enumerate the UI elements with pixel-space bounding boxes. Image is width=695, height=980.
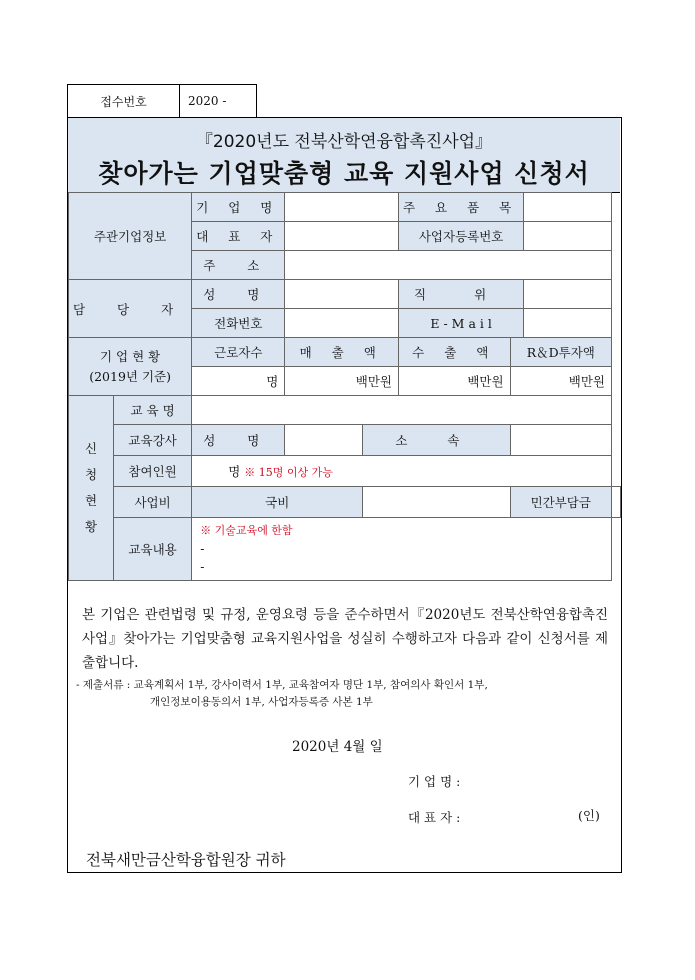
participants-unit: 명	[228, 464, 241, 479]
status-header-exports: 수 출 액	[399, 338, 511, 367]
receipt-number-field[interactable]: 2020 -	[180, 85, 257, 118]
employees-field[interactable]: 명	[192, 367, 285, 396]
company-name-field[interactable]	[285, 193, 399, 222]
instructor-affiliation-label: 소 속	[363, 425, 510, 456]
contact-position-field[interactable]	[524, 280, 612, 309]
edu-name-field[interactable]	[192, 396, 612, 425]
biz-reg-no-field[interactable]	[524, 222, 612, 251]
status-section-label	[69, 338, 192, 396]
edu-name-label: 교 육 명	[113, 396, 191, 425]
form-title-block	[68, 118, 620, 193]
national-fund-label: 국비	[192, 487, 363, 518]
status-header-sales: 매 출 액	[285, 338, 399, 367]
application-date: 2020년 4월 일	[292, 739, 383, 755]
receipt-number-box	[67, 84, 257, 118]
private-fund-label: 민간부담금	[510, 487, 611, 518]
representative-field[interactable]	[285, 222, 399, 251]
instructor-label: 교육강사	[113, 425, 191, 456]
contact-name-label: 성 명	[192, 280, 285, 309]
instructor-name-field[interactable]	[285, 425, 363, 456]
status-section-year: (2019년 기준)	[89, 368, 171, 384]
content-line-1: -	[200, 541, 205, 556]
status-header-rnd: R＆D투자액	[510, 338, 611, 367]
addressee: 전북새만금산학융합원장 귀하	[86, 851, 286, 869]
form-subtitle: 『2020년도 전북산학연융합촉진사업』	[195, 132, 493, 152]
biz-reg-no-label: 사업자등록번호	[399, 222, 524, 251]
contact-email-label: E - M a i l	[399, 309, 524, 338]
attachments-line-1: - 제출서류 : 교육계획서 1부, 강사이력서 1부, 교육참여자 명단 1부, 참여의사 확인서 1부,	[76, 679, 488, 691]
application-section-label: 신청현황	[69, 396, 114, 581]
main-product-label: 주 요 품 목	[399, 193, 524, 222]
host-company-section-label: 주관기업정보	[69, 193, 192, 280]
content-line-2: -	[200, 559, 205, 574]
content-label: 교육내용	[113, 518, 191, 581]
participants-field[interactable]	[192, 456, 612, 487]
participants-label: 참여인원	[113, 456, 191, 487]
company-name-label: 기 업 명	[192, 193, 285, 222]
signature-rep-label: 대 표 자 :	[408, 810, 461, 825]
sales-field[interactable]: 백만원	[285, 367, 399, 396]
instructor-name-label: 성 명	[192, 425, 285, 456]
cost-label: 사업비	[113, 487, 191, 518]
contact-section-label: 담 당 자	[69, 280, 192, 338]
form-title: 찾아가는 기업맞춤형 교육 지원사업 신청서	[98, 159, 590, 188]
exports-field[interactable]: 백만원	[399, 367, 511, 396]
private-fund-field[interactable]	[612, 487, 621, 518]
representative-label: 대 표 자	[192, 222, 285, 251]
seal-mark: (인)	[578, 808, 600, 823]
national-fund-field[interactable]	[363, 487, 510, 518]
contact-phone-label: 전화번호	[192, 309, 285, 338]
contact-position-label: 직 위	[399, 280, 524, 309]
contact-phone-field[interactable]	[285, 309, 399, 338]
application-form	[67, 117, 622, 873]
attachments-line-2: 개인정보이용동의서 1부, 사업자등록증 사본 1부	[150, 696, 373, 708]
address-label: 주 소	[192, 251, 285, 280]
contact-name-field[interactable]	[285, 280, 399, 309]
participants-note: ※ 15명 이상 가능	[244, 466, 333, 479]
content-field[interactable]	[192, 518, 612, 581]
contact-email-field[interactable]	[524, 309, 612, 338]
declaration-block	[68, 597, 620, 869]
content-note: ※ 기술교육에 한함	[200, 524, 293, 537]
instructor-affiliation-field[interactable]	[510, 425, 611, 456]
status-header-employees: 근로자수	[192, 338, 285, 367]
application-table	[68, 192, 621, 581]
declaration-text: 본 기업은 관련법령 및 규정, 운영요령 등을 준수하면서『2020년도 전북산학연융합촉진사업』찾아가는 기업맞춤형 교육지원사업을 성실히 수행하고자 다음과 같이 신청서를 제출합니다.	[82, 607, 608, 671]
signature-company-label: 기 업 명 :	[408, 774, 461, 789]
status-section-title: 기 업 현 황	[99, 348, 161, 364]
main-product-field[interactable]	[524, 193, 612, 222]
receipt-number-label: 접수번호	[68, 85, 180, 118]
address-field[interactable]	[285, 251, 612, 280]
rnd-field[interactable]: 백만원	[510, 367, 611, 396]
